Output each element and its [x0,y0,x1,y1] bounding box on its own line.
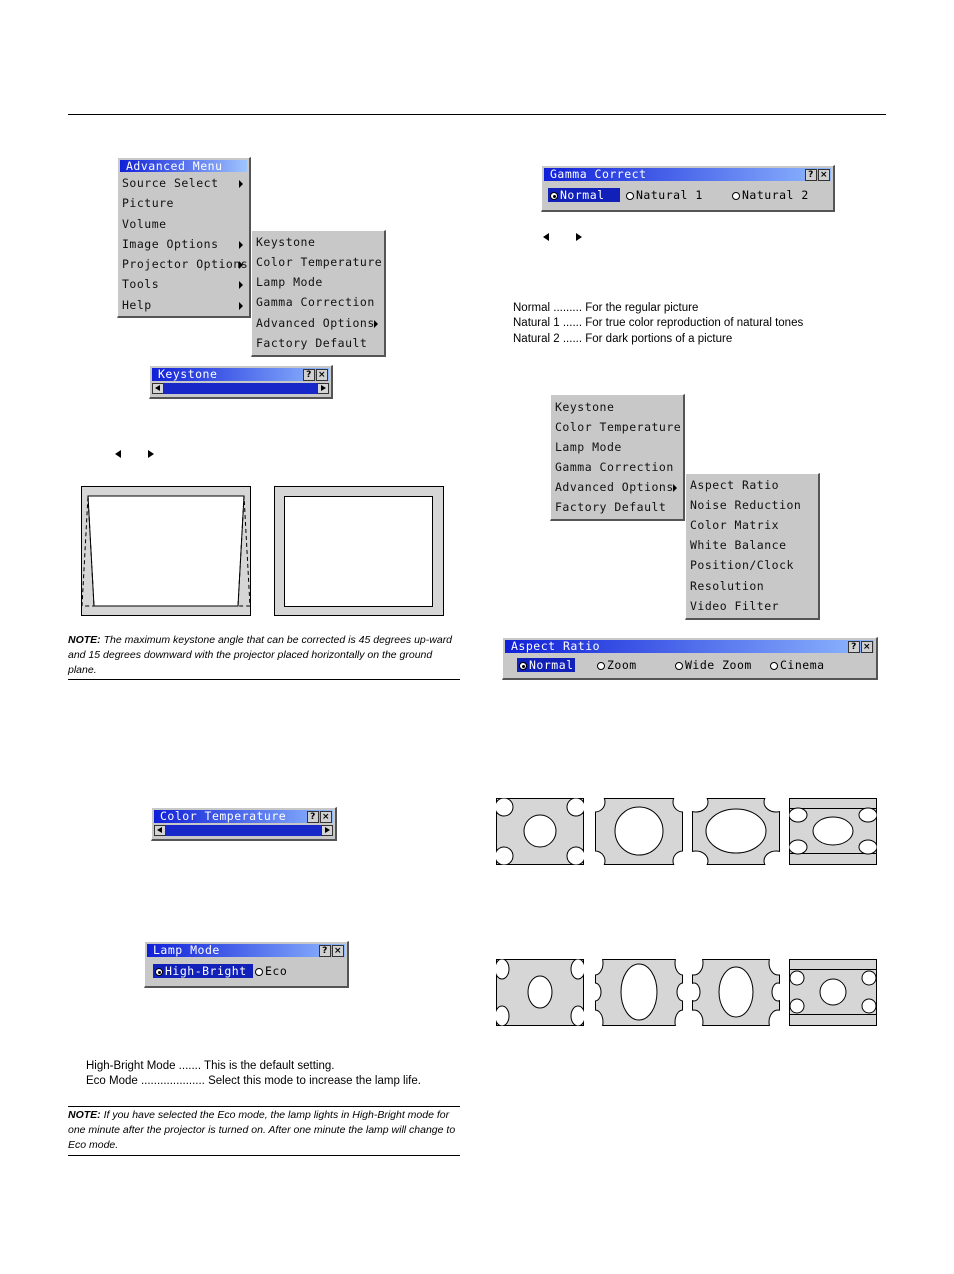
lamp-mode-titlebar: Lamp Mode ? × [147,944,345,957]
keystone-before-diagram [81,486,251,616]
keystone-note-rule [68,679,460,680]
radio-icon [626,192,634,200]
menu-item-keystone[interactable]: Keystone [555,400,615,414]
help-icon[interactable]: ? [319,945,331,957]
chevron-right-icon [239,302,243,310]
gamma-desc-normal: Normal ......... For the regular picture [513,302,699,314]
arrow-left-icon [155,385,160,391]
radio-aspect-cinema[interactable]: Cinema [768,658,825,672]
arrow-right-icon [148,450,154,458]
help-icon[interactable]: ? [805,169,817,181]
menu-item-lamp-mode[interactable]: Lamp Mode [256,275,323,289]
aspect-cinema-diagram-2 [789,959,877,1026]
arrow-right-icon [321,385,326,391]
slider-right-button[interactable] [321,825,333,836]
aspect-zoom-diagram-2 [595,959,683,1026]
radio-aspect-normal[interactable]: Normal [517,658,575,672]
close-icon[interactable]: × [819,170,829,180]
menu-item-factory-default[interactable]: Factory Default [256,336,368,350]
keystone-after-diagram [274,486,444,616]
close-icon[interactable]: × [317,370,327,380]
menu-item-source-select[interactable]: Source Select [122,174,245,192]
keystone-dialog [149,365,333,399]
gamma-desc-natural-2: Natural 2 ...... For dark portions of a picture [513,333,733,345]
slider-left-button[interactable] [154,825,166,836]
radio-icon [255,968,263,976]
close-icon[interactable]: × [321,812,331,822]
aspect-wide-zoom-diagram [692,798,780,865]
menu-item-tools[interactable]: Tools [122,275,245,293]
radio-eco[interactable]: Eco [253,964,287,978]
menu-item-color-temperature[interactable]: Color Temperature [555,420,682,434]
aspect-cinema-diagram [789,798,877,865]
radio-gamma-natural-1[interactable]: Natural 1 [624,188,703,202]
arrow-right-icon [576,233,582,241]
aspect-normal-diagram-2 [496,959,584,1026]
menu-item-gamma-correction[interactable]: Gamma Correction [555,460,674,474]
lamp-desc-high-bright: High-Bright Mode ....... This is the default setting. [86,1060,335,1072]
keystone-titlebar: Keystone ? × [152,368,329,381]
radio-aspect-wide-zoom[interactable]: Wide Zoom [673,658,752,672]
radio-icon [597,662,605,670]
menu-item-help[interactable]: Help [122,296,245,314]
gamma-desc-natural-1: Natural 1 ...... For true color reproduction of natural tones [513,317,804,329]
keystone-slider[interactable] [152,383,329,394]
menu-item-projector-options[interactable]: Projector Options [122,257,249,271]
aspect-wide-zoom-diagram-2 [692,959,780,1026]
color-temperature-dialog [151,807,337,841]
slider-left-button[interactable] [152,383,164,394]
chevron-right-icon [673,484,677,492]
menu-item-resolution[interactable]: Resolution [690,579,765,593]
arrow-left-icon [115,450,121,458]
advanced-menu [117,157,251,318]
help-icon[interactable]: ? [848,641,860,653]
radio-selected-icon [155,968,163,976]
menu-item-advanced-options[interactable]: Advanced Options [256,314,380,332]
arrow-left-icon [157,827,162,833]
radio-high-bright[interactable]: High-Bright [153,964,253,978]
menu-item-color-matrix[interactable]: Color Matrix [690,518,780,532]
menu-item-noise-reduction[interactable]: Noise Reduction [690,498,802,512]
picture-submenu [251,230,386,357]
radio-icon [732,192,740,200]
chevron-right-icon [239,261,243,269]
arrow-keys-keystone [115,445,154,463]
menu-item-position-clock[interactable]: Position/Clock [690,558,794,572]
aspect-ratio-dialog [502,637,878,680]
color-temperature-titlebar: Color Temperature ? × [154,810,333,823]
menu-item-image-options[interactable]: Image Options [122,235,245,253]
header-rule [68,114,886,115]
menu-item-advanced-options[interactable]: Advanced Options [555,478,679,496]
gamma-correct-titlebar: Gamma Correct ? × [544,168,831,181]
help-icon[interactable]: ? [303,369,315,381]
arrow-right-icon [325,827,330,833]
slider-right-button[interactable] [317,383,329,394]
advanced-options-submenu [685,473,820,620]
help-icon[interactable]: ? [307,811,319,823]
arrow-left-icon [543,233,549,241]
lamp-desc-eco: Eco Mode .................... Select this mode to increase the lamp life. [86,1075,421,1087]
keystone-note: NOTE: The maximum keystone angle that can be corrected is 45 degrees up-ward and 15 degrees downward with the projector placed horizontally on the ground plane. [68,634,453,676]
menu-item-lamp-mode[interactable]: Lamp Mode [555,440,622,454]
menu-item-aspect-ratio[interactable]: Aspect Ratio [690,478,780,492]
chevron-right-icon [239,180,243,188]
radio-icon [770,662,778,670]
menu-item-picture[interactable]: Picture [122,196,174,210]
eco-note-top-rule [68,1106,460,1107]
menu-item-gamma-correction[interactable]: Gamma Correction [256,295,375,309]
radio-icon [675,662,683,670]
radio-gamma-natural-2[interactable]: Natural 2 [730,188,809,202]
gamma-correct-dialog [541,165,835,212]
aspect-normal-diagram [496,798,584,865]
picture-submenu-right [550,394,685,521]
menu-item-volume[interactable]: Volume [122,217,167,231]
aspect-zoom-diagram [595,798,683,865]
close-icon[interactable]: × [333,946,343,956]
radio-gamma-normal[interactable]: Normal [548,188,620,202]
eco-note: NOTE: If you have selected the Eco mode, the lamp lights in High-Bright mode for one minute after the projector is turned on. After one minute the lamp will change to Eco mode. [68,1109,456,1151]
arrow-keys-gamma [543,228,582,246]
radio-aspect-zoom[interactable]: Zoom [595,658,637,672]
aspect-ratio-titlebar: Aspect Ratio ? × [505,640,874,653]
close-icon[interactable]: × [862,642,872,652]
menu-item-keystone[interactable]: Keystone [256,235,316,249]
chevron-right-icon [374,320,378,328]
menu-item-white-balance[interactable]: White Balance [690,538,787,552]
chevron-right-icon [239,281,243,289]
chevron-right-icon [239,241,243,249]
advanced-menu-title: Advanced Menu [120,160,247,172]
lamp-mode-dialog [144,941,349,988]
radio-selected-icon [519,662,527,670]
menu-item-color-temperature[interactable]: Color Temperature [256,255,383,269]
menu-item-factory-default[interactable]: Factory Default [555,500,667,514]
radio-selected-icon [550,192,558,200]
menu-item-video-filter[interactable]: Video Filter [690,599,780,613]
color-temperature-slider[interactable] [154,825,333,836]
eco-note-rule [68,1155,460,1156]
